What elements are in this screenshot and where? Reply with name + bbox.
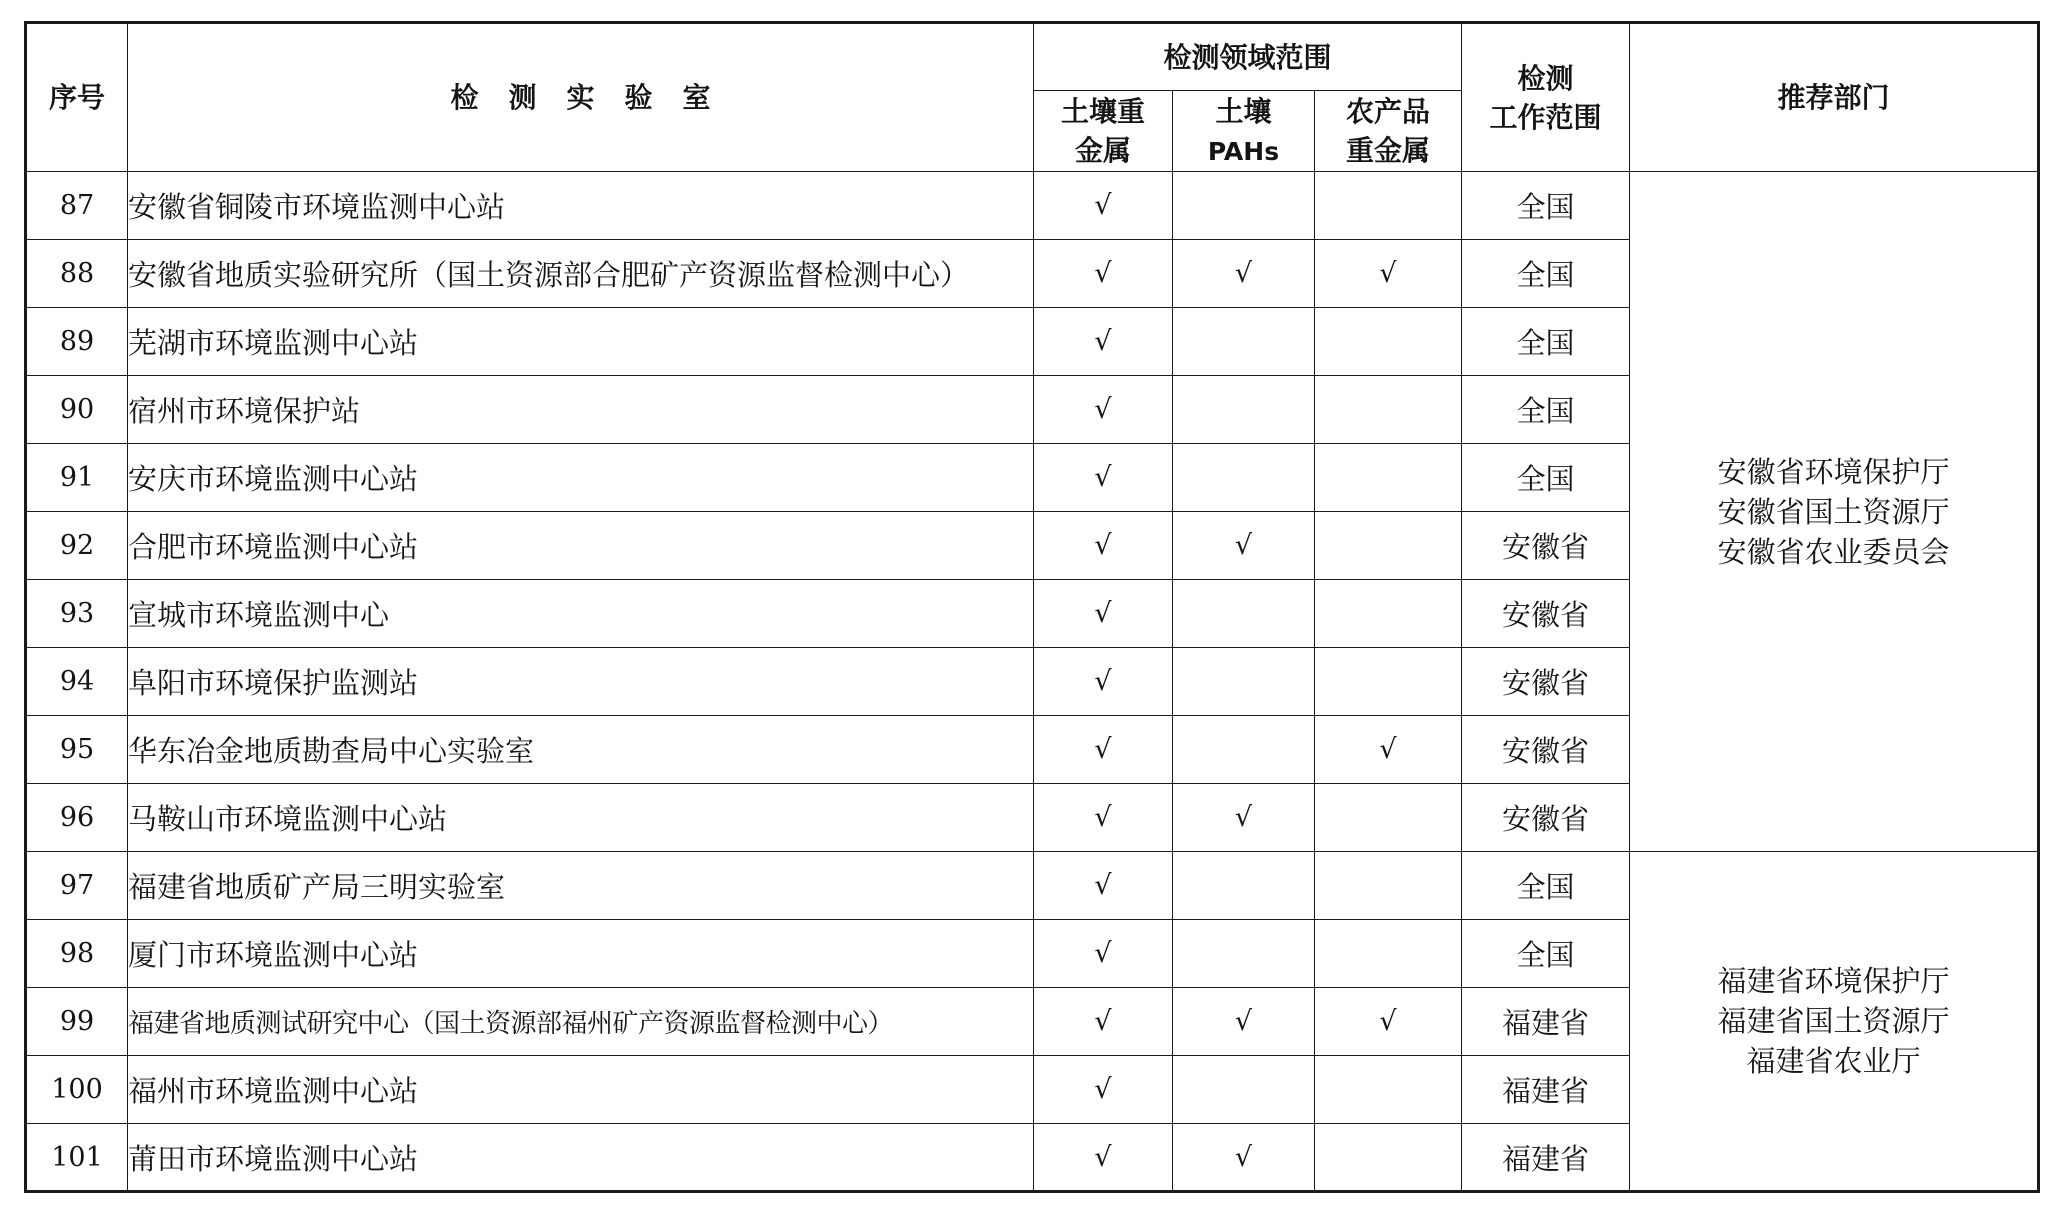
lab-name: 福建省地质测试研究中心（国土资源部福州矿产资源监督检测中心） (128, 988, 1034, 1056)
soil-pahs-check (1173, 1056, 1315, 1124)
agri-heavy-metal-check (1315, 648, 1462, 716)
agri-heavy-metal-check (1315, 172, 1462, 240)
row-number: 94 (26, 648, 128, 716)
row-number: 90 (26, 376, 128, 444)
work-scope: 安徽省 (1462, 784, 1630, 852)
recommending-department (1630, 852, 2039, 1192)
row-number: 97 (26, 852, 128, 920)
work-scope: 福建省 (1462, 1124, 1630, 1192)
lab-name: 安徽省铜陵市环境监测中心站 (128, 172, 1034, 240)
row-number: 100 (26, 1056, 128, 1124)
agri-heavy-metal-check (1315, 852, 1462, 920)
lab-name: 厦门市环境监测中心站 (128, 920, 1034, 988)
agri-heavy-metal-check (1315, 1056, 1462, 1124)
header-soil-pahs-line1: 土壤 (1215, 94, 1272, 128)
soil-pahs-check (1173, 648, 1315, 716)
agri-heavy-metal-check (1315, 784, 1462, 852)
table-row (26, 852, 2039, 920)
soil-pahs-check (1173, 716, 1315, 784)
soil-pahs-check: √ (1173, 240, 1315, 308)
laboratory-table (24, 21, 2040, 1193)
soil-pahs-check (1173, 920, 1315, 988)
row-number: 95 (26, 716, 128, 784)
row-number: 91 (26, 444, 128, 512)
lab-name: 华东冶金地质勘查局中心实验室 (128, 716, 1034, 784)
header-soil-pahs (1173, 91, 1315, 172)
row-number: 98 (26, 920, 128, 988)
header-lab: 检测实验室 (128, 23, 1034, 172)
agri-heavy-metal-check (1315, 920, 1462, 988)
soil-pahs-check: √ (1173, 784, 1315, 852)
row-number: 96 (26, 784, 128, 852)
lab-name: 阜阳市环境保护监测站 (128, 648, 1034, 716)
soil-heavy-metal-check: √ (1034, 920, 1173, 988)
header-row (26, 23, 2039, 91)
department-line: 安徽省农业委员会 (1717, 534, 1950, 569)
soil-pahs-check (1173, 308, 1315, 376)
header-soil-heavy-metal: 土壤重 金属 (1034, 91, 1173, 172)
work-scope: 安徽省 (1462, 716, 1630, 784)
soil-heavy-metal-check: √ (1034, 376, 1173, 444)
agri-heavy-metal-check (1315, 444, 1462, 512)
row-number: 92 (26, 512, 128, 580)
work-scope: 福建省 (1462, 1056, 1630, 1124)
soil-pahs-check: √ (1173, 988, 1315, 1056)
agri-heavy-metal-check (1315, 308, 1462, 376)
row-number: 99 (26, 988, 128, 1056)
soil-heavy-metal-check: √ (1034, 172, 1173, 240)
soil-pahs-check (1173, 376, 1315, 444)
department-line: 安徽省环境保护厅 (1717, 454, 1950, 489)
work-scope: 全国 (1462, 920, 1630, 988)
soil-heavy-metal-check: √ (1034, 1056, 1173, 1124)
header-seq: 序号 (26, 23, 128, 172)
soil-heavy-metal-check: √ (1034, 580, 1173, 648)
department-line: 福建省国土资源厅 (1717, 1004, 1950, 1038)
soil-heavy-metal-check: √ (1034, 1124, 1173, 1192)
row-number: 87 (26, 172, 128, 240)
lab-name: 福州市环境监测中心站 (128, 1056, 1034, 1124)
row-number: 93 (26, 580, 128, 648)
header-agri-heavy-metal: 农产品 重金属 (1315, 91, 1462, 172)
work-scope: 全国 (1462, 852, 1630, 920)
lab-name: 芜湖市环境监测中心站 (128, 308, 1034, 376)
agri-heavy-metal-check (1315, 512, 1462, 580)
soil-pahs-check: √ (1173, 1124, 1315, 1192)
work-scope: 全国 (1462, 308, 1630, 376)
header-scope: 检测 工作范围 (1462, 23, 1630, 172)
agri-heavy-metal-check (1315, 580, 1462, 648)
work-scope: 福建省 (1462, 988, 1630, 1056)
header-domain: 检测领域范围 (1034, 23, 1462, 91)
soil-pahs-check: √ (1173, 512, 1315, 580)
department-line: 福建省农业厅 (1746, 1044, 1921, 1078)
lab-name: 福建省地质矿产局三明实验室 (128, 852, 1034, 920)
soil-heavy-metal-check: √ (1034, 784, 1173, 852)
recommending-department (1630, 172, 2039, 852)
work-scope: 全国 (1462, 172, 1630, 240)
table-row (26, 172, 2039, 240)
agri-heavy-metal-check: √ (1315, 716, 1462, 784)
lab-name: 莆田市环境监测中心站 (128, 1124, 1034, 1192)
soil-heavy-metal-check: √ (1034, 716, 1173, 784)
soil-heavy-metal-check: √ (1034, 852, 1173, 920)
header-soil-pahs-line2: PAHs (1207, 136, 1280, 166)
row-number: 88 (26, 240, 128, 308)
lab-name: 宣城市环境监测中心 (128, 580, 1034, 648)
lab-name: 马鞍山市环境监测中心站 (128, 784, 1034, 852)
agri-heavy-metal-check (1315, 1124, 1462, 1192)
soil-heavy-metal-check: √ (1034, 444, 1173, 512)
table-header (26, 23, 2039, 172)
lab-name: 安徽省地质实验研究所（国土资源部合肥矿产资源监督检测中心） (128, 240, 1034, 308)
work-scope: 全国 (1462, 444, 1630, 512)
row-number: 101 (26, 1124, 128, 1192)
table-body (26, 172, 2039, 1192)
lab-name: 安庆市环境监测中心站 (128, 444, 1034, 512)
agri-heavy-metal-check: √ (1315, 240, 1462, 308)
work-scope: 全国 (1462, 240, 1630, 308)
department-line: 福建省环境保护厅 (1717, 964, 1950, 998)
soil-pahs-check (1173, 172, 1315, 240)
soil-heavy-metal-check: √ (1034, 988, 1173, 1056)
work-scope: 安徽省 (1462, 648, 1630, 716)
soil-pahs-check (1173, 580, 1315, 648)
lab-name: 宿州市环境保护站 (128, 376, 1034, 444)
agri-heavy-metal-check (1315, 376, 1462, 444)
soil-pahs-check (1173, 852, 1315, 920)
soil-heavy-metal-check: √ (1034, 512, 1173, 580)
work-scope: 安徽省 (1462, 580, 1630, 648)
soil-heavy-metal-check: √ (1034, 648, 1173, 716)
agri-heavy-metal-check: √ (1315, 988, 1462, 1056)
soil-heavy-metal-check: √ (1034, 240, 1173, 308)
lab-name: 合肥市环境监测中心站 (128, 512, 1034, 580)
work-scope: 安徽省 (1462, 512, 1630, 580)
department-line: 安徽省国土资源厅 (1717, 494, 1950, 529)
row-number: 89 (26, 308, 128, 376)
work-scope: 全国 (1462, 376, 1630, 444)
header-dept: 推荐部门 (1630, 23, 2039, 172)
soil-pahs-check (1173, 444, 1315, 512)
soil-heavy-metal-check: √ (1034, 308, 1173, 376)
